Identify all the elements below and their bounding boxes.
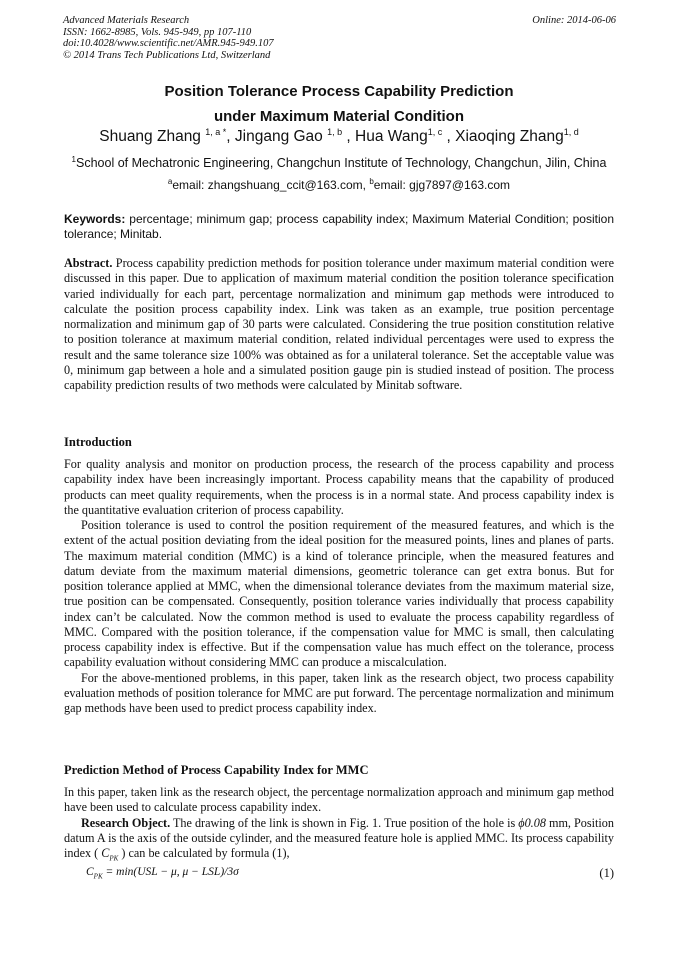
- section-heading-prediction: Prediction Method of Process Capability Index for MMC: [64, 763, 369, 777]
- title-line-1: Position Tolerance Process Capability Prediction: [164, 83, 514, 100]
- email-mark-b: b: [369, 177, 374, 186]
- journal-header: [63, 15, 616, 61]
- email-b: email: gjg7897@163.com: [373, 178, 511, 192]
- online-date: Online: 2014-06-06: [532, 15, 616, 26]
- equation-rhs: = min(USL − μ, μ − LSL)/3σ: [102, 866, 239, 878]
- paragraph: For the above-mentioned problems, in this paper, taken link as the research object, two process capability evaluation methods of position tolerance for MMC are put forward. The percentage normalization and minimum gap methods have been used to predict process capability index.: [64, 670, 614, 715]
- cpk-symbol: [101, 846, 119, 863]
- author-list: Shuang Zhang $^{1, a *}$, Jingang Gao $^{1, b}$ , Hua Wang$^{1, c}$ , Xiaoqing Zhang$^{1, d}$: [99, 127, 579, 145]
- author-name: Jingang Gao: [234, 128, 323, 145]
- paragraph: Position tolerance is used to control the position requirement of the measured features, and which is the extent of the actual position deviating from the ideal position for the measured points, lines and planes of parts. The maximum material condition (MMC) is a kind of tolerance principle, when the measured features and datum deviate from the maximum material dimensions, geometric tolerance can get extra bonus. But for position tolerance applied at MMC, when the dimensional tolerance deviates from the maximum material size, true position can be compensated. Consequently, position tolerance varies individually that process capability index can’t be calculated. Now the common method is used to evaluate the process capability regardless of MMC. Compared with the position tolerance, if the compensation value for MMC is small, then calculating process capability index is effective. But if the compensation value has much effect on the tolerance, process capability evaluation without considering MMC can produce a miscalculation.: [64, 518, 614, 670]
- equation-lhs: C: [86, 866, 94, 878]
- copyright-line: © 2014 Trans Tech Publications Ltd, Switzerland: [63, 49, 271, 61]
- affiliation: [0, 155, 678, 171]
- abstract: [64, 256, 614, 393]
- author-affiliation-mark: 1, c: [427, 127, 443, 137]
- issn-line: ISSN: 1662-8985, Vols. 945-949, pp 107-110: [63, 26, 252, 38]
- paragraph-text: mm, Position datum A is the axis of the outside cylinder, and the measured feature hole is applied MMC. Its process capability index (: [64, 815, 614, 860]
- paragraph-text: The drawing of the link is shown in Fig. 1. True position of the hole is: [170, 815, 519, 830]
- author-emails: [0, 177, 678, 193]
- keywords-text: percentage; minimum gap; process capability index; Maximum Material Condition; position tolerance; Minitab.: [64, 212, 614, 241]
- doi-line: doi:10.4028/www.scientific.net/AMR.945-949.107: [63, 38, 274, 49]
- title-line-2: under Maximum Material Condition: [213, 108, 465, 125]
- author-affiliation-mark: 1, b: [327, 127, 343, 137]
- paper-title: [0, 79, 678, 129]
- author-affiliation-mark: 1, a *: [205, 127, 227, 137]
- equation-number: (1): [599, 866, 614, 880]
- paragraph: For quality analysis and monitor on production process, the research of the process capability and process capability index have been increasingly important. Process capability means that the capability of produced products can meet quality requirements, when the process is in a normal state. And process capability index is the quantitative evaluation criterion of process capability.: [64, 457, 614, 517]
- tolerance-value: ϕ0.08: [518, 815, 546, 830]
- author-name: Shuang Zhang: [99, 128, 201, 145]
- prediction-body: [64, 785, 614, 867]
- equation-1: [86, 866, 239, 880]
- cpk-symbol-subscript: PK: [109, 854, 119, 863]
- keywords: [64, 212, 614, 241]
- affiliation-text: School of Mechatronic Engineering, Changchun Institute of Technology, Changchun, Jilin, China: [76, 156, 607, 170]
- journal-name: Advanced Materials Research: [63, 15, 190, 26]
- paragraph-text: ) can be calculated by formula (1),: [118, 846, 290, 860]
- author-name: Xiaoqing Zhang: [455, 128, 564, 145]
- author-affiliation-mark: 1, d: [563, 127, 579, 137]
- paragraph: In this paper, taken link as the research object, the percentage normalization approach and minimum gap method have been used to calculate process capability index.: [64, 785, 614, 815]
- paragraph: [64, 816, 614, 867]
- keywords-label: Keywords:: [64, 212, 126, 226]
- introduction-body: [64, 457, 614, 716]
- affiliation-mark: 1: [71, 155, 76, 164]
- cpk-symbol-letter: C: [101, 846, 110, 860]
- abstract-text: Process capability prediction methods for position tolerance under maximum material condition were discussed in this paper. Due to application of maximum material condition the position tolerance specification varied individually for each part, percentage normalization and minimum gap methods were introduced to calculate the position process capability index. Link was taken as an example, true position percentage normalization and minimum gap of 30 parts were calculated. Considering the true position constitution relative to position tolerance at maximum material condition, related individual percentages were used to express the result and the same tolerance size 100% was obtained as for a unilateral tolerance. Set the acceptable value was 0, minimum gap between a hole and a simulated position gauge pin is studied instead of position. The process capability prediction results of two methods were calculated by Minitab software.: [64, 256, 614, 392]
- abstract-label: Abstract.: [64, 256, 113, 270]
- email-mark-a: a: [167, 177, 173, 186]
- equation-lhs-subscript: PK: [93, 872, 103, 881]
- author-name: Hua Wang: [355, 128, 428, 145]
- section-heading-introduction: Introduction: [64, 435, 132, 449]
- email-a: email: zhangshuang_ccit@163.com,: [172, 178, 370, 192]
- research-object-label: Research Object.: [81, 815, 171, 830]
